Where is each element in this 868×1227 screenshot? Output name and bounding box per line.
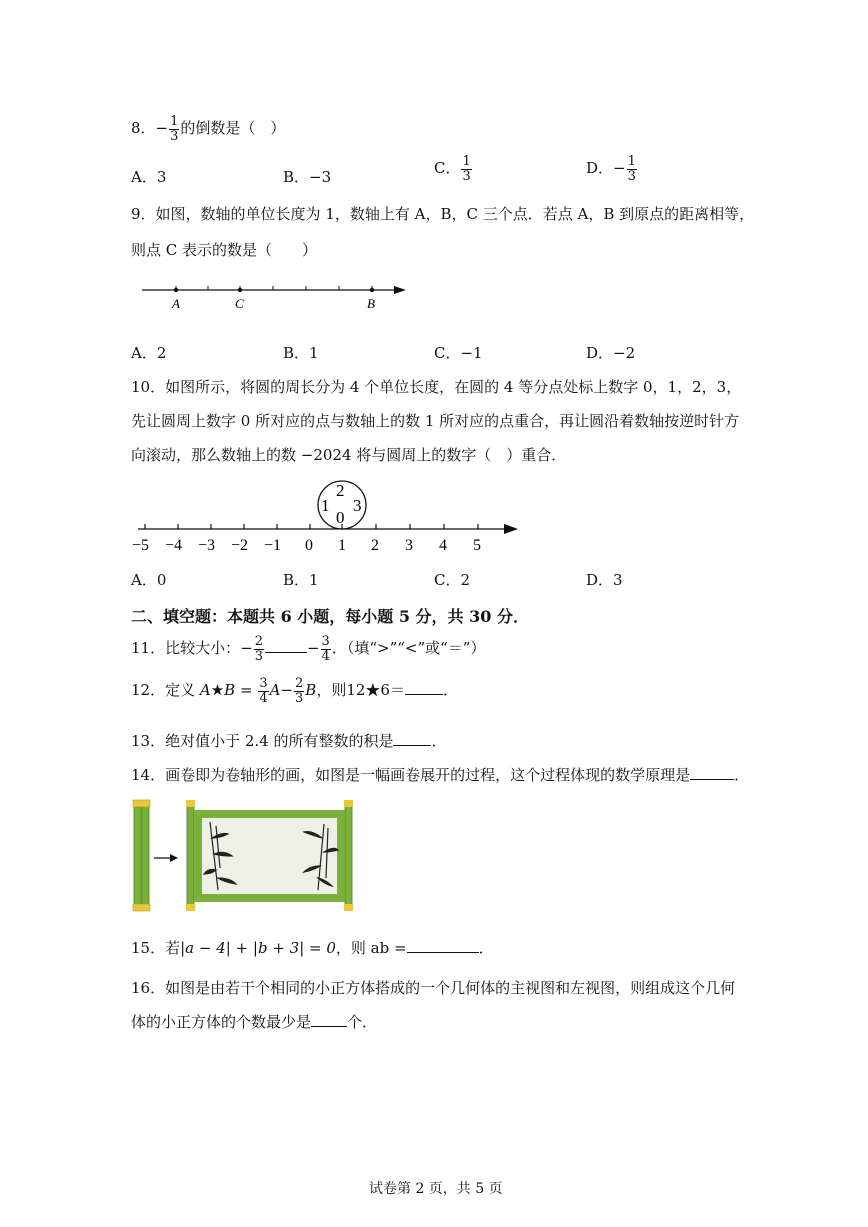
q9-stem-line1: 9．如图，数轴的单位长度为 1，数轴上有 A，B，C 三个点．若点 A，B 到原点的距离相等， (131, 205, 755, 223)
q10-stem-line1: 10．如图所示，将圆的周长分为 4 个单位长度，在圆的 4 等分点处标上数字 0，1，2，3， (131, 378, 742, 396)
q12-stem: 12．定义 A★B = $\frac{3}{4}$ A− $\frac{2}{3}$ B，则12★6＝ ． (131, 676, 458, 706)
q8-stem: 8．− $\frac{1}{3}$ 的倒数是（ ） (131, 114, 286, 144)
q10-option-c: C．2 (434, 571, 471, 589)
svg-text:−2: −2 (231, 537, 249, 554)
answer-blank[interactable] (405, 680, 443, 695)
scroll-painting-figure (128, 798, 364, 914)
q8-option-a: A．3 (131, 168, 167, 186)
answer-blank[interactable] (690, 765, 734, 780)
q8-option-c: C． $\frac{1}{3}$ (434, 154, 471, 184)
q9-option-a: A．2 (131, 344, 167, 362)
point-c-label: C (235, 296, 244, 311)
q15-expression: |a − 4| + |b + 3| = 0 (180, 939, 336, 957)
q10-option-d: D．3 (586, 571, 623, 589)
q9-stem-line2: 则点 C 表示的数是（ ） (131, 241, 318, 259)
svg-text:−1: −1 (264, 537, 282, 554)
q15-stem: 15．若|a − 4| + |b + 3| = 0，则 ab = ． (131, 939, 494, 957)
circle-digit-1: 1 (321, 496, 330, 515)
svg-text:3: 3 (405, 537, 413, 554)
circle-digit-0: 0 (336, 508, 345, 527)
q9-option-d: D．−2 (586, 344, 636, 362)
q11-stem: 11．比较大小：− $\frac{2}{3}$ − $\frac{3}{4}$ ．（填“>”“<”或“＝”） (131, 634, 486, 664)
q13-stem: 13．绝对值小于 2.4 的所有整数的积是 ． (131, 732, 447, 750)
answer-blank[interactable] (407, 938, 479, 953)
point-b-label: B (367, 296, 375, 311)
answer-blank[interactable] (393, 731, 431, 746)
answer-blank[interactable] (265, 638, 307, 653)
q10-stem-line2: 先让圆周上数字 0 所对应的点与数轴上的数 1 所对应的点重合，再让圆沿着数轴按逆时针方 (131, 412, 740, 430)
q10-option-a: A．0 (131, 571, 167, 589)
svg-text:5: 5 (473, 537, 481, 554)
svg-text:2: 2 (371, 537, 379, 554)
q9-number-line-figure (136, 278, 416, 314)
q16-stem-line2: 体的小正方体的个数最少是 个． (131, 1013, 378, 1031)
point-a-label: A (172, 296, 180, 311)
fraction: $\frac{1}{3}$ (170, 114, 179, 144)
svg-text:−3: −3 (198, 537, 216, 554)
q10-circle-number-line-figure (128, 478, 528, 554)
circle-digit-2: 2 (336, 481, 345, 500)
svg-text:−4: −4 (165, 537, 183, 554)
q10-stem-line3: 向滚动，那么数轴上的数 −2024 将与圆周上的数字（ ）重合． (131, 446, 567, 464)
q10-option-b: B．1 (283, 571, 319, 589)
answer-blank[interactable] (311, 1012, 347, 1027)
q8-option-b: B．−3 (283, 168, 332, 186)
svg-text:1: 1 (338, 537, 346, 554)
page-footer: 试卷第 2 页，共 5 页 (369, 1181, 503, 1197)
svg-text:0: 0 (305, 537, 313, 554)
circle-digit-3: 3 (353, 496, 362, 515)
svg-text:4: 4 (439, 537, 447, 554)
section-title: 二、填空题：本题共 6 小题，每小题 5 分，共 30 分． (131, 607, 529, 626)
question-number: 8． (131, 119, 156, 138)
svg-text:−5: −5 (132, 537, 150, 554)
q14-stem: 14．画卷即为卷轴形的画，如图是一幅画卷展开的过程，这个过程体现的数学原理是 ． (131, 766, 750, 784)
q8-option-d: D．− $\frac{1}{3}$ (586, 154, 636, 184)
q9-option-b: B．1 (283, 344, 319, 362)
q16-stem-line1: 16．如图是由若干个相同的小正方体搭成的一个几何体的主视图和左视图，则组成这个几何 (131, 979, 736, 997)
q9-option-c: C．−1 (434, 344, 483, 362)
